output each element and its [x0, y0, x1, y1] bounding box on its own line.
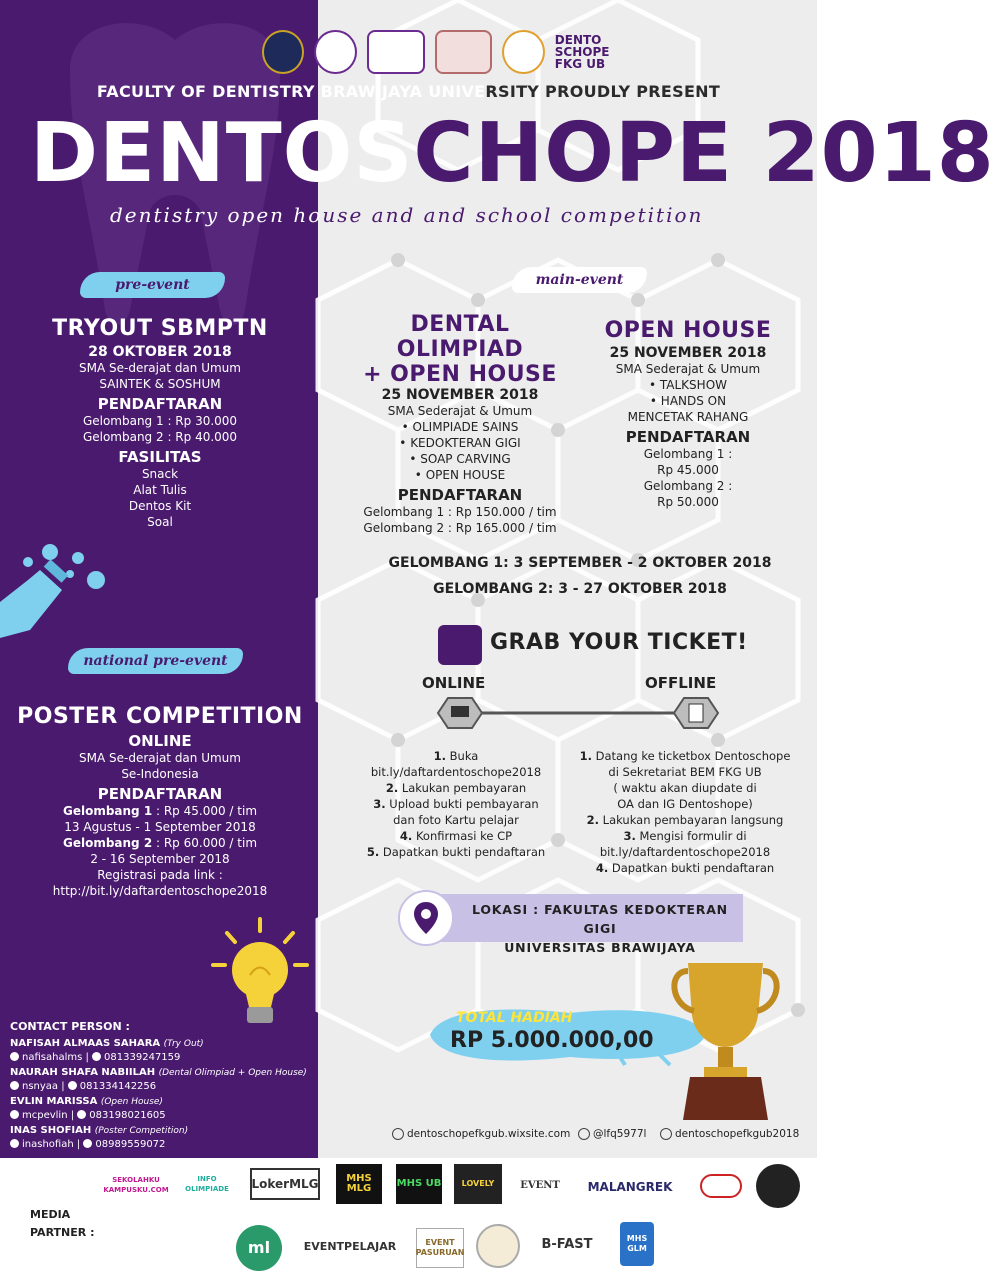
partner-logo: ml	[236, 1225, 282, 1271]
sponsor-logos	[262, 28, 622, 76]
open-house-item-cont: MENCETAK RAHANG	[627, 410, 749, 424]
line-icon	[10, 1139, 19, 1148]
flask-icon	[0, 540, 120, 640]
contact-line: mcpevlin | 083198021605	[10, 1109, 330, 1122]
step	[570, 812, 800, 828]
contact-line-id: mcpevlin	[22, 1110, 68, 1121]
line-icon	[10, 1081, 19, 1090]
step	[570, 860, 800, 876]
step-num: 3.	[623, 829, 636, 843]
facility-item: Soal	[147, 515, 173, 529]
tryout-wave1: Gelombang 1 : Rp 30.000	[82, 414, 238, 428]
step-num: 5.	[366, 845, 380, 859]
contact-role: (Open House)	[100, 1097, 163, 1107]
partner-logo: EVENTPELAJAR	[303, 1240, 397, 1253]
step-text: Datang ke ticketbox Dentoschope	[591, 749, 791, 763]
tooth-logo	[435, 30, 493, 74]
contact-line-id: nsnyaa	[22, 1081, 59, 1092]
website-link[interactable]	[392, 1128, 570, 1140]
olimpiad-reg-heading: PENDAFTARAN	[397, 486, 523, 504]
line-icon	[10, 1052, 19, 1061]
contact-name	[10, 1095, 330, 1109]
tryout-date: 28 OKTOBER 2018	[88, 344, 232, 360]
poster-wave1	[10, 803, 310, 819]
step	[570, 780, 800, 796]
facility-item: Dentos Kit	[128, 499, 192, 513]
poster-wave2-label: Gelombang 2	[62, 836, 153, 850]
instagram-icon	[660, 1128, 672, 1140]
contact-name	[10, 1066, 330, 1080]
offline-steps	[570, 748, 800, 876]
location-pin-icon	[398, 890, 454, 946]
instagram-link[interactable]	[660, 1128, 799, 1140]
period-2: GELOMBANG 2: 3 - 27 OKTOBER 2018	[433, 581, 727, 597]
partner-logo: MHS GLM	[620, 1222, 654, 1266]
open-house-wave1-label: Gelombang 1 :	[643, 447, 733, 461]
step	[570, 748, 800, 764]
ticket-connector	[436, 698, 720, 728]
prize-value: RP 5.000.000,00	[450, 1028, 654, 1053]
poster-wave2-price: : Rp 60.000 / tim	[152, 836, 258, 850]
contact-name-text: NAURAH SHAFA NABIILAH	[10, 1067, 156, 1078]
open-house-item-text: TALKSHOW	[659, 378, 728, 392]
partner-logo	[756, 1164, 800, 1208]
brawijaya-logo	[262, 30, 304, 74]
prize-label: TOTAL HADIAH	[456, 1010, 573, 1026]
poster-link[interactable]: http://bit.ly/daftardentoschope2018	[52, 884, 268, 898]
partner-logo	[476, 1224, 520, 1268]
olimpiad-item-text: KEDOKTERAN GIGI	[410, 436, 521, 450]
step-text: dan foto Kartu pelajar	[393, 813, 519, 827]
poster-section	[10, 704, 310, 899]
step-text: Konfirmasi ke CP	[412, 829, 513, 843]
location-line-1: LOKASI : FAKULTAS KEDOKTERAN GIGI	[472, 902, 728, 936]
open-house-reg-heading: PENDAFTARAN	[625, 428, 751, 446]
hmi-logo	[502, 30, 544, 74]
step-text: Buka	[446, 749, 479, 763]
faculty-line	[0, 82, 817, 101]
ticket-title: GRAB YOUR TICKET!	[490, 630, 748, 655]
media-partner-label	[30, 1206, 94, 1242]
partner-logo: LokerMLG	[250, 1168, 320, 1200]
step-num: 1.	[579, 749, 592, 763]
line-icon	[10, 1110, 19, 1119]
open-house-title: OPEN HOUSE	[604, 318, 772, 343]
contact-phone: 08989559072	[95, 1139, 166, 1150]
dentoschope-logo: DENTO SCHOPE FKG UB	[554, 33, 610, 71]
partner-logo: LOVELY	[454, 1164, 502, 1204]
olimpiad-item-text: SOAP CARVING	[420, 452, 511, 466]
subtitle-dark: use and and school competition	[322, 203, 704, 227]
step	[570, 828, 800, 844]
step	[356, 748, 556, 764]
contact-line-id: inashofiah	[22, 1139, 74, 1150]
poster-title: POSTER COMPETITION	[17, 704, 303, 729]
step	[570, 796, 800, 812]
poster-reg-heading: PENDAFTARAN	[97, 785, 223, 803]
step-num: 1.	[433, 749, 447, 763]
olimpiad-title-2: + OPEN HOUSE	[363, 362, 557, 387]
national-pre-event-tag: national pre-event	[68, 648, 243, 674]
fkg-logo	[314, 30, 356, 74]
tryout-audience: SMA Se-derajat dan Umum	[79, 361, 241, 375]
registration-periods	[380, 550, 780, 602]
contact-line: inashofiah | 08989559072	[10, 1138, 330, 1151]
olimpiad-item-text: OPEN HOUSE	[425, 468, 506, 482]
olimpiad-wave2: Gelombang 2 : Rp 165.000 / tim	[363, 521, 557, 535]
subtitle-light: dentistry open ho	[110, 203, 323, 227]
step-text: di Sekretariat BEM FKG UB	[608, 765, 762, 779]
tryout-title: TRYOUT SBMPTN	[52, 316, 268, 341]
contact-line: nafisahalms | 081339247159	[10, 1051, 330, 1064]
contact-line: nsnyaa | 081334142256	[10, 1080, 330, 1093]
tryout-reg-heading: PENDAFTARAN	[97, 395, 223, 413]
step	[356, 780, 556, 796]
step-text: Mengisi formulir di	[635, 829, 747, 843]
step-num: 4.	[595, 861, 609, 875]
contact-role: (Poster Competition)	[94, 1126, 189, 1136]
olimpiad-title-1: DENTAL OLIMPIAD	[396, 312, 524, 362]
open-house-item: • HANDS ON	[649, 394, 727, 408]
step-text: ( waktu akan diupdate di	[613, 781, 757, 795]
open-house-date: 25 NOVEMBER 2018	[609, 345, 767, 361]
media-label-1: MEDIA	[30, 1208, 71, 1221]
facility-item: Alat Tulis	[133, 483, 187, 497]
poster-audience1: SMA Se-derajat dan Umum	[79, 751, 241, 765]
olimpiad-item: • KEDOKTERAN GIGI	[399, 436, 521, 450]
contact-role: (Try Out)	[163, 1039, 204, 1049]
location-text	[460, 900, 740, 957]
step-text: Dapatkan bukti pendaftaran	[608, 861, 775, 875]
online-label: ONLINE	[422, 674, 486, 692]
trophy-icon	[668, 955, 783, 1125]
partner-logo: MHS UB	[396, 1164, 442, 1204]
step-text: Lakukan pembayaran	[398, 781, 527, 795]
main-event-tag: main-event	[512, 267, 647, 293]
partner-logo: EVENT PASURUAN	[416, 1228, 464, 1268]
poster-link-label: Registrasi pada link :	[97, 868, 223, 882]
period-1: GELOMBANG 1: 3 SEPTEMBER - 2 OKTOBER 2018	[388, 555, 772, 571]
contact-name	[10, 1037, 330, 1051]
contact-name	[10, 1124, 330, 1138]
contact-name-text: EVLIN MARISSA	[10, 1096, 98, 1107]
tryout-wave2: Gelombang 2 : Rp 40.000	[82, 430, 238, 444]
poster-wave1-price: : Rp 45.000 / tim	[152, 804, 258, 818]
step-text: Upload bukti pembayaran	[385, 797, 539, 811]
website-text: dentoschopefkgub.wixsite.com	[407, 1128, 571, 1140]
olimpiad-date: 25 NOVEMBER 2018	[381, 387, 539, 403]
tryout-section	[20, 316, 300, 530]
open-house-item-text: HANDS ON	[660, 394, 727, 408]
poster-wave1-label: Gelombang 1	[62, 804, 153, 818]
pre-event-tag: pre-event	[80, 272, 225, 298]
line-link[interactable]	[578, 1128, 646, 1140]
offline-label: OFFLINE	[645, 674, 717, 692]
partner-logo: EVENT	[520, 1180, 560, 1191]
contact-name-text: INAS SHOFIAH	[10, 1125, 92, 1136]
line-text: @lfq5977l	[593, 1128, 647, 1140]
title-part-dark: CHOPE 2018	[413, 106, 995, 201]
ticket-icon	[438, 625, 482, 665]
step	[356, 796, 556, 812]
step	[570, 844, 800, 860]
poster-audience2: Se-Indonesia	[121, 767, 199, 781]
contact-title: CONTACT PERSON :	[10, 1020, 130, 1033]
poster-wave1-dates: 13 Agustus - 1 September 2018	[64, 820, 256, 834]
subtitle	[110, 203, 730, 227]
partner-logo: MHS MLG	[336, 1164, 382, 1204]
kemahasiswaan-logo	[367, 30, 425, 74]
contact-person	[10, 1020, 330, 1153]
poster-wave2	[10, 835, 310, 851]
globe-icon	[392, 1128, 404, 1140]
contact-role: (Dental Olimpiad + Open House)	[158, 1068, 307, 1078]
faculty-line-dark: RSITY PROUDLY PRESENT	[485, 82, 721, 101]
facility-item: Snack	[141, 467, 179, 481]
faculty-line-light: FACULTY OF DENTISTRY BRAWIJAYA UNIVE	[96, 82, 486, 101]
step-text: OA dan IG Dentoshope)	[617, 797, 753, 811]
title-part-light: DENTOS	[30, 106, 414, 201]
location-line-2: UNIVERSITAS BRAWIJAYA	[504, 940, 696, 955]
lightbulb-icon	[205, 915, 315, 1035]
olimpiad-item-text: OLIMPIADE SAINS	[412, 420, 519, 434]
open-house-wave2-price: Rp 50.000	[657, 495, 719, 509]
instagram-text: dentoschopefkgub2018	[675, 1128, 800, 1140]
user-icon	[68, 1081, 77, 1090]
contact-phone: 083198021605	[89, 1110, 166, 1121]
step-text: Dapatkan bukti pendaftaran	[379, 845, 546, 859]
partner-logo: SEKOLAHKU KAMPUSKU.COM	[103, 1176, 169, 1194]
step	[356, 844, 556, 860]
open-house-section	[588, 318, 788, 510]
olimpiad-wave1: Gelombang 1 : Rp 150.000 / tim	[363, 505, 557, 519]
tryout-tracks: SAINTEK & SOSHUM	[99, 377, 221, 391]
line-icon	[578, 1128, 590, 1140]
poster-wave2-dates: 2 - 16 September 2018	[90, 852, 230, 866]
partner-logo: B-FAST	[541, 1237, 593, 1252]
contact-name-text: NAFISAH ALMAAS SAHARA	[10, 1038, 161, 1049]
step-num: 4.	[399, 829, 413, 843]
tryout-facilities-heading: FASILITAS	[118, 448, 202, 466]
step	[356, 812, 556, 828]
partner-logo: INFO OLIMPIADE	[185, 1175, 229, 1193]
open-house-wave1-price: Rp 45.000	[657, 463, 719, 477]
step-num: 3.	[373, 797, 386, 811]
page-title	[30, 104, 995, 204]
olimpiad-item: • OLIMPIADE SAINS	[401, 420, 519, 434]
contact-phone: 081334142256	[79, 1081, 157, 1092]
contact-phone: 081339247159	[104, 1052, 181, 1063]
contact-line-id: nafisahalms	[22, 1052, 83, 1063]
step-num: 2.	[385, 781, 399, 795]
step-text: bit.ly/daftardentoschope2018	[370, 765, 542, 779]
step	[356, 764, 556, 780]
olimpiad-item: • OPEN HOUSE	[414, 468, 506, 482]
partner-logo: MALANGREK	[587, 1180, 673, 1194]
step-text: Lakukan pembayaran langsung	[599, 813, 784, 827]
user-icon	[92, 1052, 101, 1061]
user-icon	[83, 1139, 92, 1148]
open-house-audience: SMA Sederajat & Umum	[615, 362, 761, 376]
step	[356, 828, 556, 844]
partner-logo	[700, 1174, 742, 1198]
step	[570, 764, 800, 780]
step-num: 2.	[586, 813, 599, 827]
open-house-item: • TALKSHOW	[648, 378, 728, 392]
user-icon	[77, 1110, 86, 1119]
open-house-wave2-label: Gelombang 2 :	[643, 479, 733, 493]
olimpiad-section	[350, 312, 570, 536]
step-text: bit.ly/daftardentoschope2018	[599, 845, 771, 859]
media-label-2: PARTNER :	[30, 1226, 95, 1239]
olimpiad-audience: SMA Sederajat & Umum	[387, 404, 533, 418]
online-steps	[356, 748, 556, 860]
olimpiad-item: • SOAP CARVING	[409, 452, 511, 466]
poster-mode: ONLINE	[128, 732, 192, 750]
